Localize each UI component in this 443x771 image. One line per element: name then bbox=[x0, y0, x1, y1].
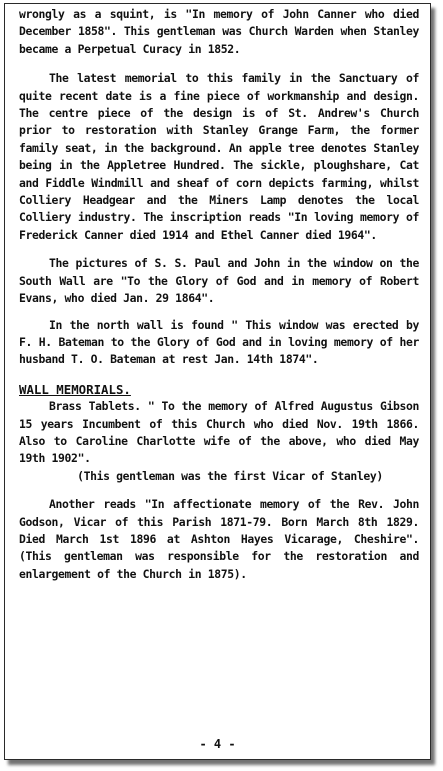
paragraph-brass-tablets: Brass Tablets. " To the memory of Alfred Augustus Gibson 15 years Incumbent of this Church who died Nov. 19th 1866. Also to Caroline Charlotte wife of the above, who died May 19th 1902". bbox=[19, 399, 419, 466]
page-number: - 4 - bbox=[199, 737, 236, 751]
paragraph-latest-memorial: The latest memorial to this family in the Sanctuary of quite recent date is a fine piece of workmanship and design. The centre piece of the design is of St. Andrew's Church prior to restoration with Stanley Grange Farm, the former family seat, in the background. An apple tree denotes Stanley being in the Appletree Hundred. The sickle, ploughshare, Cat and Fiddle Windmill and sheaf of corn depicts farming, whilst Colliery Headgear and the Miners Lamp denotes the local Colliery industry. The inscription reads "In loving memory of Frederick Canner died 1914 and Ethel Canner died 1964". bbox=[19, 71, 419, 242]
section-heading-wall-memorials: WALL MEMORIALS. bbox=[19, 381, 131, 397]
paragraph-john-godson: Another reads "In affectionate memory of the Rev. John Godson, Vicar of this Parish 1871-79. Born March 8th 1829. Died March 1st 1896 at Ashton Hayes Vicarage, Cheshire". (This gentleman was responsible for the restoration and enlargement of the Church in 1875). bbox=[19, 497, 419, 581]
document-page bbox=[4, 3, 431, 760]
page-content bbox=[19, 6, 419, 583]
paragraph-south-wall-window: The pictures of S. S. Paul and John in the window on the South Wall are "To the Glory of God and in memory of Robert Evans, who died Jan. 29 1864". bbox=[19, 256, 419, 306]
paragraph-north-wall-window: In the north wall is found " This window was erected by F. H. Bateman to the Glory of God and in loving memory of her husband T. O. Bateman at rest Jan. 14th 1874". bbox=[19, 317, 419, 367]
paragraph-john-canner: wrongly as a squint, is "In memory of John Canner who died December 1858". This gentleman was Church Warden when Stanley became a Perpetual Curacy in 1852. bbox=[19, 7, 419, 56]
note-first-vicar: (This gentleman was the first Vicar of Stanley) bbox=[77, 468, 383, 483]
